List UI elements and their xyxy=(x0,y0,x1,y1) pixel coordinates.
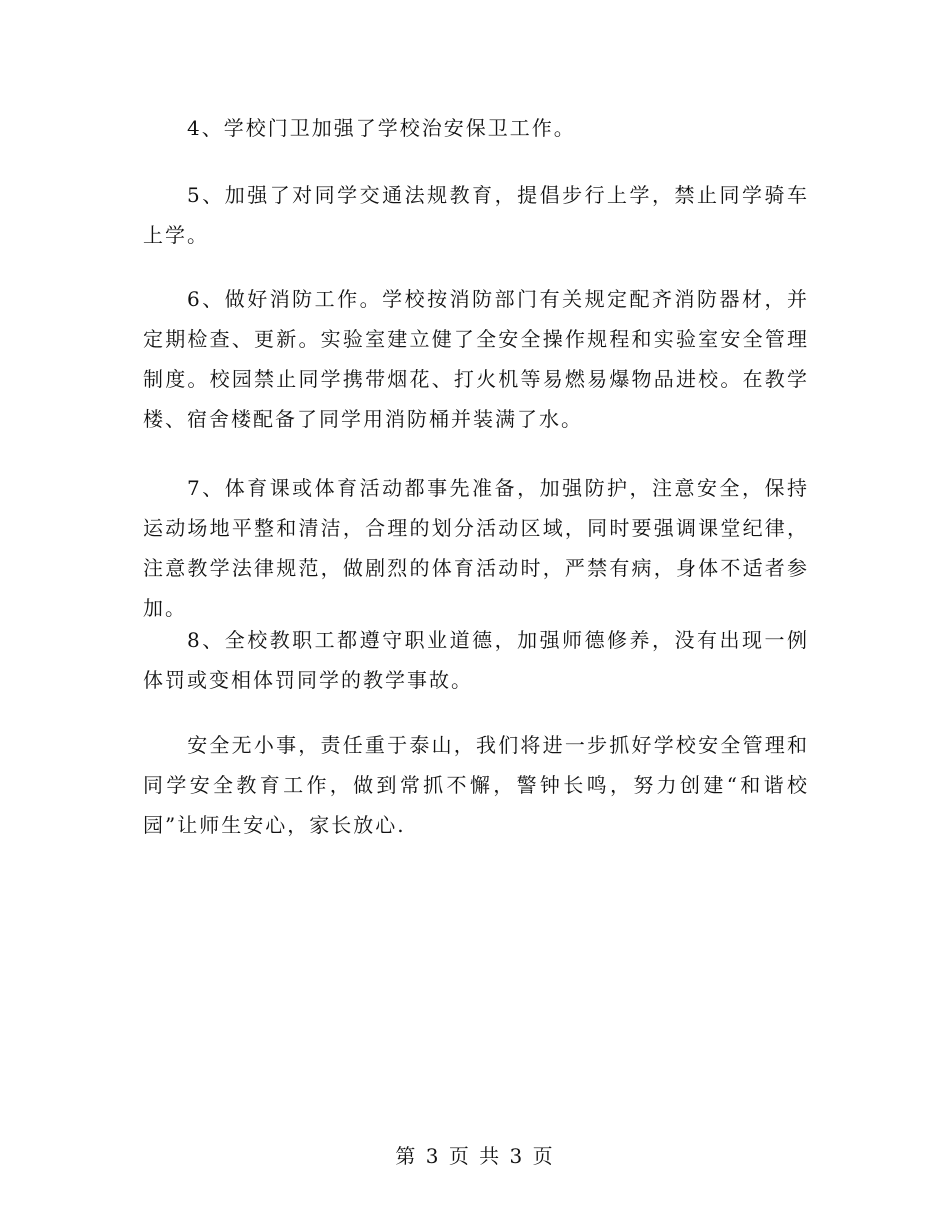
page-number-footer: 第 3 页 共 3 页 xyxy=(395,1144,555,1168)
closing-paragraph xyxy=(143,725,809,845)
paragraph-item-4 xyxy=(143,108,809,148)
paragraph-item-5 xyxy=(143,175,809,255)
paragraph-item-6 xyxy=(143,279,809,439)
paragraph-item-7 xyxy=(143,468,809,628)
paragraph-text: 4、学校门卫加强了学校治安保卫工作。 xyxy=(187,116,576,140)
paragraph-text: 5、加强了对同学交通法规教育，提倡步行上学，禁止同学骑车上学。 xyxy=(143,183,809,247)
paragraph-text: 6、做好消防工作。学校按消防部门有关规定配齐消防器材，并定期检查、更新。实验室建立健了全安全操作规程和实验室安全管理制度。校园禁止同学携带烟花、打火机等易燃易爆物品进校。在教学楼、宿舍楼配备了同学用消防桶并装满了水。 xyxy=(143,287,809,431)
paragraph-text: 7、体育课或体育活动都事先准备，加强防护，注意安全，保持运动场地平整和清洁，合理的划分活动区域，同时要强调课堂纪律，注意教学法律规范，做剧烈的体育活动时，严禁有病，身体不适者参加。 xyxy=(143,476,809,620)
paragraph-text: 安全无小事，责任重于泰山，我们将进一步抓好学校安全管理和同学安全教育工作，做到常抓不懈，警钟长鸣，努力创建“和谐校园”让师生安心，家长放心. xyxy=(143,733,809,837)
paragraph-text: 8、全校教职工都遵守职业道德，加强师德修养，没有出现一例体罚或变相体罚同学的教学事故。 xyxy=(143,628,809,692)
paragraph-item-8 xyxy=(143,620,809,700)
